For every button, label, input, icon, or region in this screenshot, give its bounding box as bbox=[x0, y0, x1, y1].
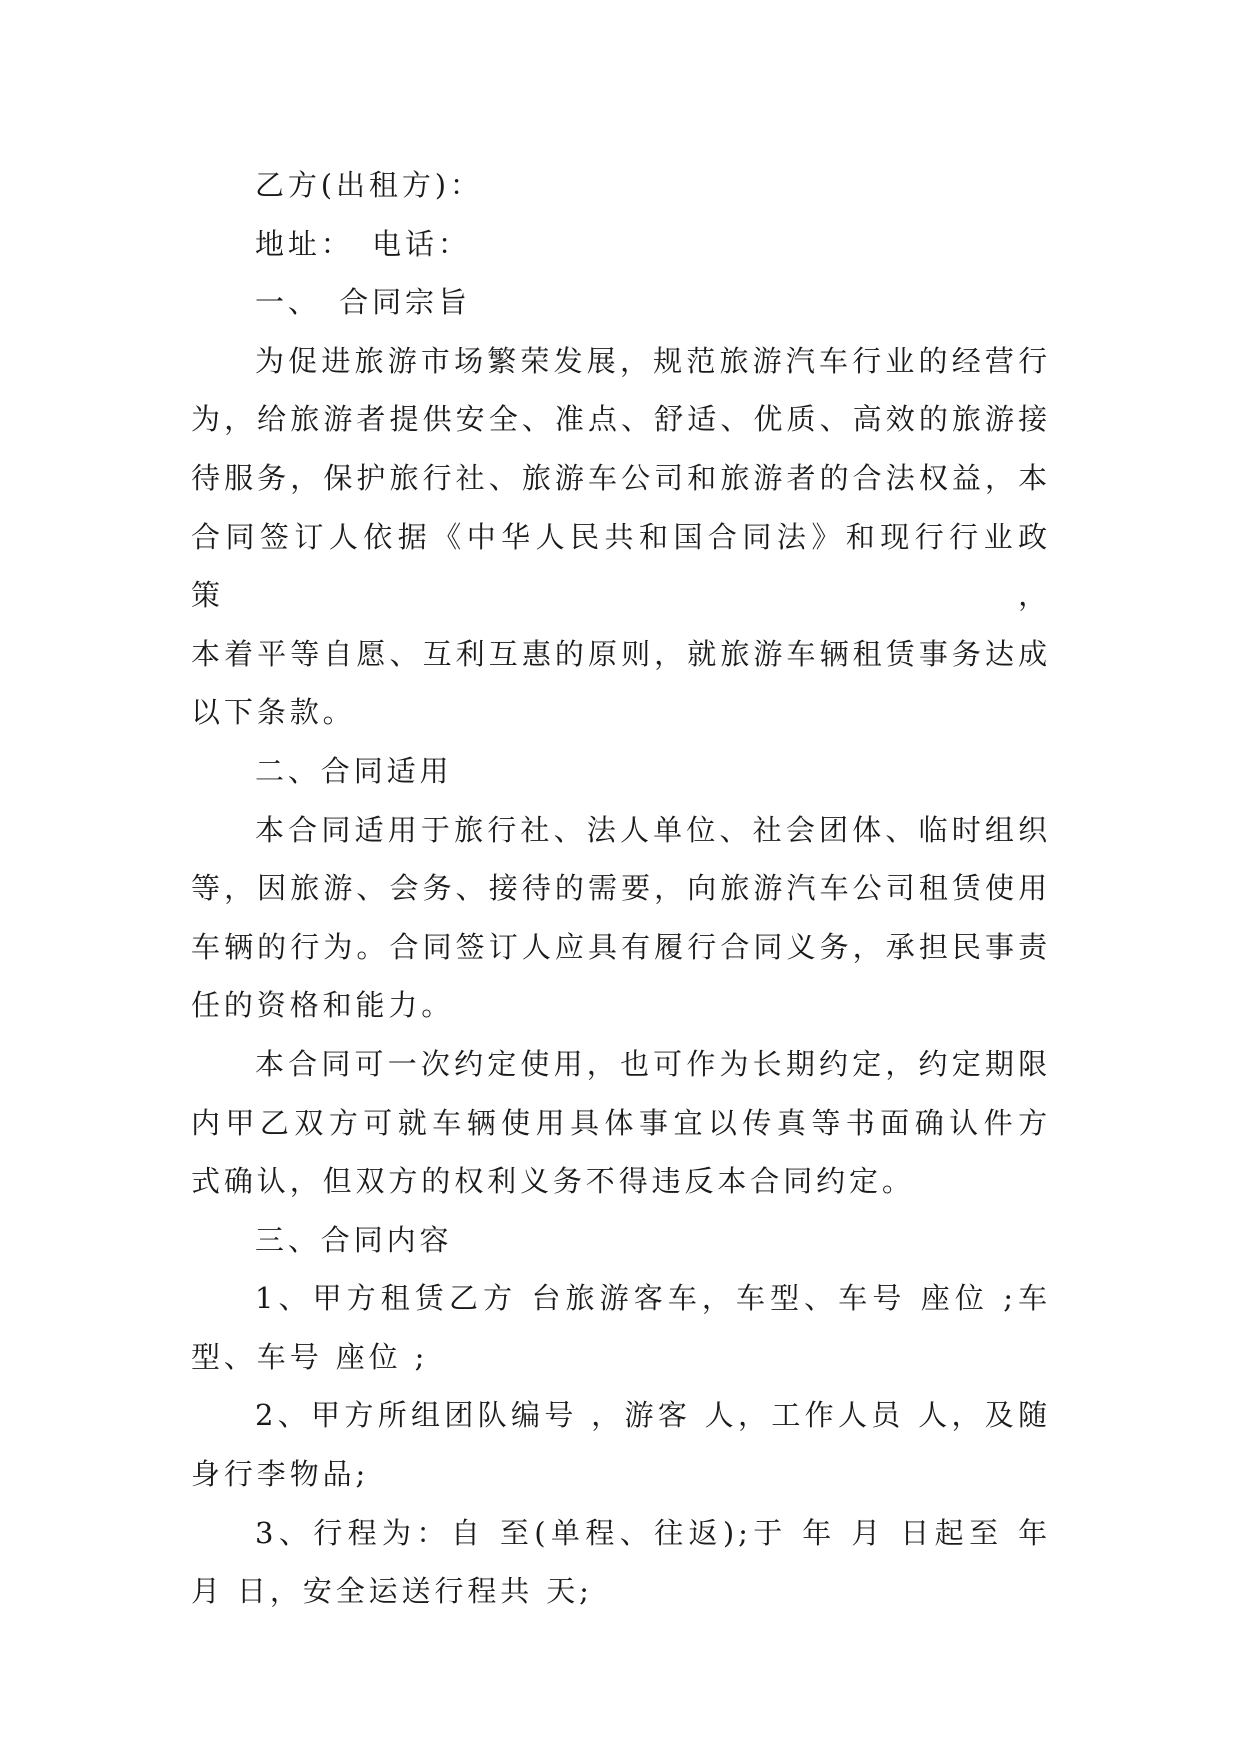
text-line: 二、合同适用 bbox=[255, 753, 453, 788]
text-line: 为，给旅游者提供安全、准点、舒适、优质、高效的旅游接 bbox=[191, 402, 1051, 437]
text-line: 3、行程为：自 至(单程、往返);于 年 月 日起至 年 bbox=[255, 1515, 1051, 1550]
text-line: 乙方(出租方)： bbox=[255, 168, 483, 202]
text-line: 为促进旅游市场繁荣发展，规范旅游汽车行业的经营行 bbox=[255, 343, 1051, 378]
text-line: 式确认，但双方的权利义务不得违反本合同约定。 bbox=[191, 1164, 915, 1199]
text-line: 身行李物品; bbox=[191, 1457, 370, 1492]
text-line: 2、甲方所组团队编号 ，游客 人，工作人员 人，及随 bbox=[255, 1398, 1051, 1433]
text-line: 等，因旅游、会务、接待的需要，向旅游汽车公司租赁使用 bbox=[191, 871, 1051, 906]
text-line: 内甲乙双方可就车辆使用具体事宜以传真等书面确认件方 bbox=[191, 1105, 1051, 1140]
text-line: 三、合同内容 bbox=[255, 1222, 453, 1257]
text-line: 月 日，安全运送行程共 天; bbox=[191, 1574, 593, 1609]
text-line: 地址： 电话： bbox=[255, 226, 471, 261]
text-line: 型、车号 座位 ; bbox=[191, 1339, 429, 1374]
text-line: 本着平等自愿、互利互惠的原则，就旅游车辆租赁事务达成 bbox=[191, 636, 1051, 671]
text-line: 合同签订人依据《中华人民共和国合同法》和现行行业政策， bbox=[191, 519, 1051, 613]
text-line: 1、甲方租赁乙方 台旅游客车，车型、车号 座位 ;车 bbox=[255, 1281, 1051, 1316]
text-line: 一、 合同宗旨 bbox=[255, 285, 471, 320]
text-line: 待服务，保护旅行社、旅游车公司和旅游者的合法权益，本 bbox=[191, 460, 1051, 495]
contract-body bbox=[191, 156, 1051, 1621]
text-line: 任的资格和能力。 bbox=[191, 988, 455, 1023]
text-line: 车辆的行为。合同签订人应具有履行合同义务，承担民事责 bbox=[191, 929, 1051, 964]
text-line: 以下条款。 bbox=[191, 695, 356, 730]
text-line: 本合同可一次约定使用，也可作为长期约定，约定期限 bbox=[255, 1046, 1051, 1081]
text-line: 本合同适用于旅行社、法人单位、社会团体、临时组织 bbox=[255, 812, 1051, 847]
